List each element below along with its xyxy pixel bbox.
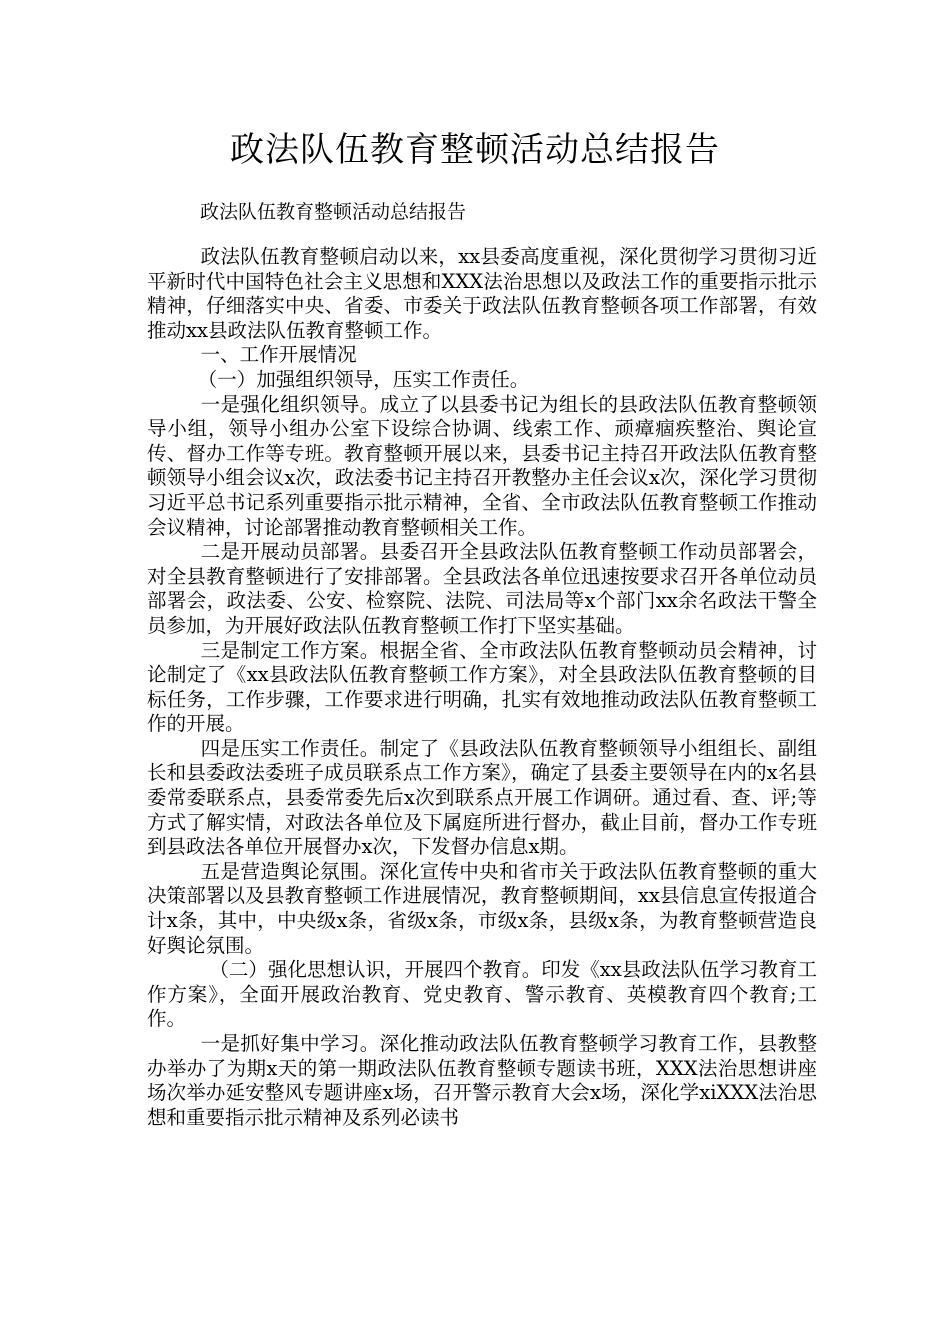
- body-paragraph: 一是抓好集中学习。深化推动政法队伍教育整顿学习教育工作，县教整办举办了为期x天的第一期政法队伍教育整顿专题读书班，XXX法治思想讲座场次举办延安整风专题讲座x场，召开警示教育大会x场，深化学xiXXX法治思想和重要指示批示精神及系列必读书: [147, 1032, 817, 1129]
- body-paragraph: 一是强化组织领导。成立了以县委书记为组长的县政法队伍教育整顿领导小组，领导小组办公室下设综合协调、线索工作、顽瘴痼疾整治、舆论宣传、督办工作等专班。教育整顿开展以来，县委书记主持召开政法队伍教育整顿领导小组会议x次，政法委书记主持召开教整办主任会议x次，深化学习贯彻习近平总书记系列重要指示批示精神，全省、全市政法队伍教育整顿工作推动会议精神，讨论部署推动教育整顿相关工作。: [147, 392, 817, 539]
- document-title: 政法队伍教育整顿活动总结报告: [230, 130, 720, 170]
- body-paragraph: 四是压实工作责任。制定了《县政法队伍教育整顿领导小组组长、副组长和县委政法委班子成员联系点工作方案》，确定了县委主要领导在内的x名县委常委联系点，县委常委先后x次到联系点开展工作调研。通过看、查、评;等方式了解实情，对政法各单位及下属庭所进行督办，截止目前，督办工作专班到县政法各单位开展督办x次，下发督办信息x期。: [147, 736, 817, 859]
- document-body: [147, 245, 817, 1130]
- body-paragraph: 二是开展动员部署。县委召开全县政法队伍教育整顿工作动员部署会，对全县教育整顿进行了安排部署。全县政法各单位迅速按要求召开各单位动员部署会，政法委、公安、检察院、法院、司法局等x个部门xx余名政法干警全员参加，为开展好政法队伍教育整顿工作打下坚实基础。: [147, 540, 817, 637]
- subsection-heading: （一）加强组织领导，压实工作责任。: [197, 367, 530, 391]
- document-subtitle: 政法队伍教育整顿活动总结报告: [200, 201, 467, 223]
- body-paragraph: 五是营造舆论氛围。深化宣传中央和省市关于政法队伍教育整顿的重大决策部署以及县教育整顿工作进展情况，教育整顿期间，xx县信息宣传报道合计x条，其中，中央级x条，省级x条，市级x条，县级x条，为教育整顿营造良好舆论氛围。: [147, 859, 817, 957]
- body-paragraph: 三是制定工作方案。根据全省、全市政法队伍教育整顿动员会精神，讨论制定了《xx县政法队伍教育整顿工作方案》，对全县政法队伍教育整顿的目标任务，工作步骤，工作要求进行明确，扎实有效地推动政法队伍教育整顿工作的开展。: [147, 638, 817, 736]
- subsection-paragraph: （二）强化思想认识，开展四个教育。印发《xx县政法队伍学习教育工作方案》，全面开展政治教育、党史教育、警示教育、英模教育四个教育;工作。: [147, 958, 817, 1031]
- section-heading: 一、工作开展情况: [200, 343, 357, 367]
- intro-paragraph: 政法队伍教育整顿启动以来，xx县委高度重视，深化贯彻学习贯彻习近平新时代中国特色社会主义思想和XXX法治思想以及政法工作的重要指示批示精神，仔细落实中央、省委、市委关于政法队伍教育整顿各项工作部署，有效推动xx县政法队伍教育整顿工作。: [147, 245, 817, 342]
